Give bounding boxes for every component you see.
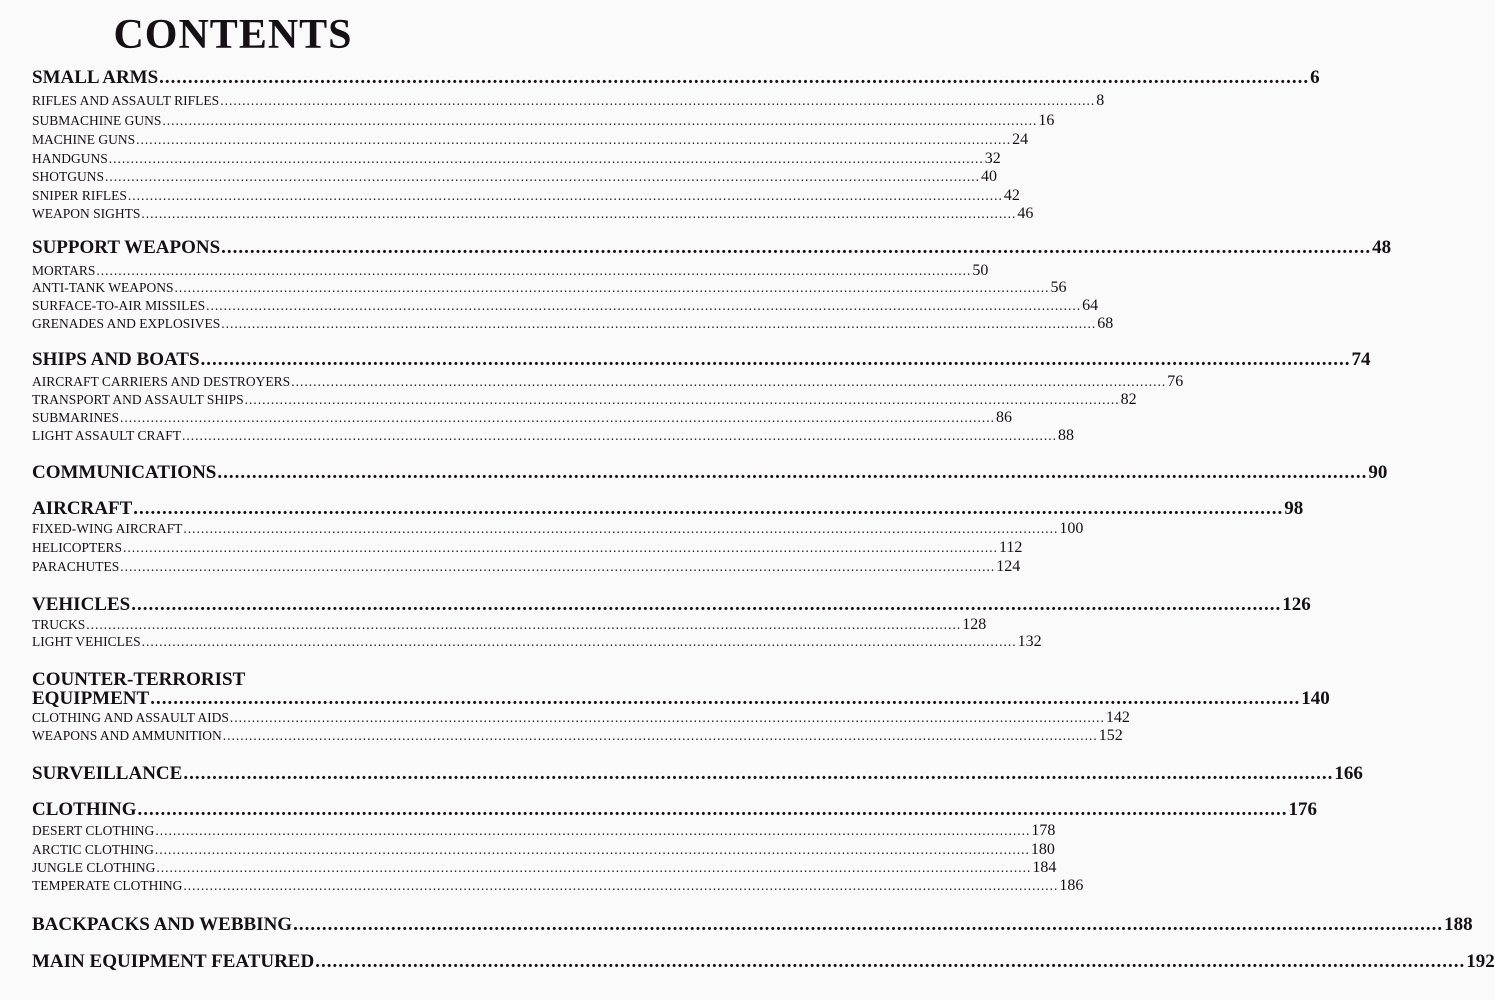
toc-page: 142 — [1105, 709, 1130, 726]
toc-label: SNIPER RIFLES — [32, 188, 127, 203]
toc-label: LIGHT VEHICLES — [32, 634, 141, 649]
leader-dots: ........................................................................................................................................................................................................ — [120, 559, 996, 574]
toc-item[interactable] — [32, 131, 1029, 148]
toc-page: 192 — [1466, 951, 1495, 972]
leader-dots: ........................................................................................................................................................................................................ — [150, 688, 1301, 709]
toc-item[interactable] — [32, 841, 1055, 858]
toc-label: GRENADES AND EXPLOSIVES — [32, 316, 221, 331]
leader-dots: ........................................................................................................................................................................................................ — [127, 188, 1003, 203]
toc-item[interactable] — [32, 558, 1021, 575]
toc-label: EQUIPMENT — [32, 688, 150, 709]
toc-label: SMALL ARMS — [32, 67, 159, 88]
leader-dots: ........................................................................................................................................................................................................ — [183, 763, 1334, 784]
leader-dots: ........................................................................................................................................................................................................ — [155, 823, 1031, 838]
toc-label: AIRCRAFT — [32, 498, 133, 519]
toc-page: 48 — [1372, 237, 1392, 258]
toc-page: 140 — [1301, 688, 1330, 709]
leader-dots: ........................................................................................................................................................................................................ — [159, 67, 1310, 88]
toc-item[interactable] — [32, 709, 1130, 726]
toc-page: 76 — [1167, 373, 1184, 390]
toc-label: CLOTHING — [32, 799, 137, 820]
toc-page: 184 — [1032, 859, 1057, 876]
toc-item[interactable] — [32, 633, 1042, 650]
toc-page: 32 — [984, 150, 1001, 167]
leader-dots: ........................................................................................................................................................................................................ — [182, 428, 1058, 443]
leader-dots: ........................................................................................................................................................................................................ — [141, 634, 1017, 649]
toc-label: SUBMARINES — [32, 410, 120, 425]
toc-item[interactable] — [32, 822, 1056, 839]
toc-section-communications[interactable] — [32, 462, 1388, 484]
toc-label: HELICOPTERS — [32, 540, 123, 555]
toc-page: 126 — [1282, 594, 1311, 615]
toc-section-support-weapons[interactable] — [32, 237, 1392, 259]
toc-item[interactable] — [32, 520, 1084, 537]
toc-item[interactable] — [32, 877, 1084, 894]
toc-label: AIRCRAFT CARRIERS AND DESTROYERS — [32, 374, 291, 389]
toc-page: 186 — [1059, 877, 1084, 894]
leader-dots: ........................................................................................................................................................................................................ — [156, 860, 1032, 875]
page-title: CONTENTS — [113, 12, 353, 58]
toc-item[interactable] — [32, 187, 1020, 204]
leader-dots: ........................................................................................................................................................................................................ — [96, 263, 972, 278]
toc-page: 98 — [1284, 498, 1304, 519]
toc-section-equipment[interactable] — [32, 688, 1330, 710]
toc-section-surveillance[interactable] — [32, 763, 1363, 785]
toc-item[interactable] — [32, 427, 1075, 444]
toc-page: 40 — [981, 168, 998, 185]
leader-dots: ........................................................................................................................................................................................................ — [133, 498, 1284, 519]
toc-item[interactable] — [32, 150, 1001, 167]
toc-page: 100 — [1059, 520, 1084, 537]
toc-label: WEAPON SIGHTS — [32, 206, 141, 221]
toc-section-aircraft[interactable] — [32, 498, 1304, 520]
toc-page: 8 — [1096, 92, 1105, 109]
toc-page: 128 — [962, 616, 987, 633]
toc-label: MACHINE GUNS — [32, 132, 136, 147]
toc-section-clothing[interactable] — [32, 799, 1318, 821]
toc-label: JUNGLE CLOTHING — [32, 860, 156, 875]
toc-item[interactable] — [32, 279, 1067, 296]
toc-label: TEMPERATE CLOTHING — [32, 878, 183, 893]
leader-dots: ........................................................................................................................................................................................................ — [293, 914, 1444, 935]
leader-dots: ........................................................................................................................................................................................................ — [229, 710, 1105, 725]
toc-label: WEAPONS AND AMMUNITION — [32, 728, 222, 743]
leader-dots: ........................................................................................................................................................................................................ — [123, 540, 999, 555]
toc-page: 64 — [1082, 297, 1099, 314]
leader-dots: ........................................................................................................................................................................................................ — [291, 374, 1167, 389]
toc-section-ships-and-boats[interactable] — [32, 349, 1371, 371]
toc-label: SHIPS AND BOATS — [32, 349, 200, 370]
toc-section-main-equipment-featured[interactable] — [32, 951, 1495, 973]
toc-item[interactable] — [32, 205, 1034, 222]
toc-label: HANDGUNS — [32, 151, 108, 166]
leader-dots: ........................................................................................................................................................................................................ — [221, 316, 1097, 331]
toc-section-counter-terrorist[interactable]: COUNTER-TERRORIST — [32, 669, 246, 690]
toc-item[interactable] — [32, 727, 1123, 744]
toc-item[interactable] — [32, 373, 1184, 390]
toc-label: SURFACE-TO-AIR MISSILES — [32, 298, 206, 313]
toc-item[interactable] — [32, 859, 1057, 876]
toc-page: 24 — [1012, 131, 1029, 148]
toc-page: 178 — [1031, 822, 1056, 839]
toc-section-vehicles[interactable] — [32, 594, 1311, 616]
leader-dots: ........................................................................................................................................................................................................ — [131, 594, 1282, 615]
leader-dots: ........................................................................................................................................................................................................ — [183, 878, 1059, 893]
toc-label: VEHICLES — [32, 594, 131, 615]
toc-page: 180 — [1030, 841, 1055, 858]
toc-label: SHOTGUNS — [32, 169, 105, 184]
leader-dots: ........................................................................................................................................................................................................ — [108, 151, 984, 166]
toc-page: 6 — [1310, 67, 1320, 88]
leader-dots: ........................................................................................................................................................................................................ — [221, 237, 1372, 258]
toc-section-small-arms[interactable] — [32, 67, 1320, 89]
toc-page: 68 — [1097, 315, 1114, 332]
toc-page: 176 — [1288, 799, 1318, 820]
toc-page: 124 — [996, 558, 1021, 575]
leader-dots: ........................................................................................................................................................................................................ — [86, 617, 962, 632]
toc-page: 88 — [1058, 427, 1075, 444]
toc-page: 86 — [996, 409, 1013, 426]
toc-label: MORTARS — [32, 263, 96, 278]
leader-dots: ........................................................................................................................................................................................................ — [244, 392, 1120, 407]
toc-label: SUPPORT WEAPONS — [32, 237, 221, 258]
leader-dots: ........................................................................................................................................................................................................ — [315, 951, 1466, 972]
toc-label: CLOTHING AND ASSAULT AIDS — [32, 710, 229, 725]
toc-label: TRUCKS — [32, 617, 86, 632]
toc-label: SUBMACHINE GUNS — [32, 113, 162, 128]
toc-label: FIXED-WING AIRCRAFT — [32, 521, 183, 536]
toc-page: 132 — [1017, 633, 1042, 650]
leader-dots: ........................................................................................................................................................................................................ — [141, 206, 1017, 221]
toc-page: 82 — [1120, 391, 1137, 408]
leader-dots: ........................................................................................................................................................................................................ — [137, 799, 1288, 820]
leader-dots: ........................................................................................................................................................................................................ — [222, 728, 1098, 743]
toc-label: LIGHT ASSAULT CRAFT — [32, 428, 182, 443]
toc-label: DESERT CLOTHING — [32, 823, 155, 838]
toc-label: MAIN EQUIPMENT FEATURED — [32, 951, 315, 972]
toc-label: ARCTIC CLOTHING — [32, 842, 154, 857]
toc-label: PARACHUTES — [32, 559, 120, 574]
toc-page: 112 — [999, 539, 1023, 556]
leader-dots: ........................................................................................................................................................................................................ — [120, 410, 996, 425]
leader-dots: ........................................................................................................................................................................................................ — [220, 93, 1096, 108]
toc-page: 152 — [1098, 727, 1123, 744]
leader-dots: ........................................................................................................................................................................................................ — [217, 462, 1368, 483]
toc-label: SURVEILLANCE — [32, 763, 183, 784]
toc-item[interactable] — [32, 539, 1023, 556]
leader-dots: ........................................................................................................................................................................................................ — [183, 521, 1059, 536]
toc-page: 74 — [1351, 349, 1371, 370]
toc-label: TRANSPORT AND ASSAULT SHIPS — [32, 392, 244, 407]
toc-label: COMMUNICATIONS — [32, 462, 217, 483]
leader-dots: ........................................................................................................................................................................................................ — [154, 842, 1030, 857]
toc-section-backpacks-and-webbing[interactable] — [32, 914, 1473, 936]
toc-page: 56 — [1050, 279, 1067, 296]
toc-item[interactable] — [32, 616, 987, 633]
leader-dots: ........................................................................................................................................................................................................ — [162, 113, 1038, 128]
toc-page: 46 — [1017, 205, 1034, 222]
toc-item[interactable] — [32, 92, 1105, 109]
toc-item[interactable] — [32, 297, 1099, 314]
leader-dots: ........................................................................................................................................................................................................ — [136, 132, 1012, 147]
toc-page: 90 — [1368, 462, 1388, 483]
leader-dots: ........................................................................................................................................................................................................ — [105, 169, 981, 184]
toc-item[interactable] — [32, 391, 1137, 408]
toc-item[interactable] — [32, 409, 1013, 426]
leader-dots: ........................................................................................................................................................................................................ — [200, 349, 1351, 370]
toc-item[interactable] — [32, 262, 989, 279]
toc-label: RIFLES AND ASSAULT RIFLES — [32, 93, 220, 108]
toc-label: BACKPACKS AND WEBBING — [32, 914, 293, 935]
toc-label: ANTI-TANK WEAPONS — [32, 280, 174, 295]
toc-page: 42 — [1003, 187, 1020, 204]
toc-item[interactable] — [32, 168, 998, 185]
toc-page: 16 — [1038, 112, 1055, 129]
leader-dots: ........................................................................................................................................................................................................ — [206, 298, 1082, 313]
toc-page: 188 — [1444, 914, 1473, 935]
toc-page: 166 — [1334, 763, 1363, 784]
toc-item[interactable] — [32, 112, 1055, 129]
leader-dots: ........................................................................................................................................................................................................ — [174, 280, 1050, 295]
toc-item[interactable] — [32, 315, 1114, 332]
toc-page: 50 — [972, 262, 989, 279]
